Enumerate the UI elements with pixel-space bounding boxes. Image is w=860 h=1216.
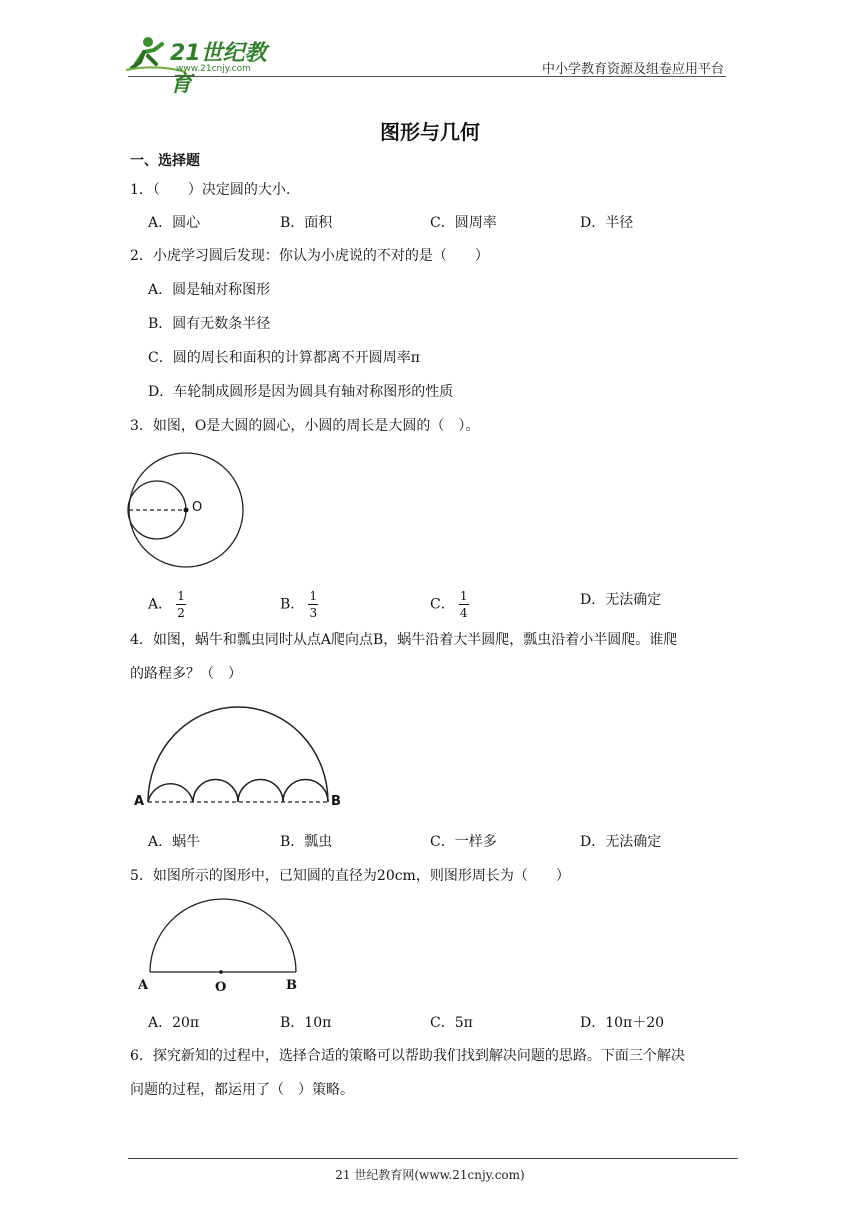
denominator: 2 <box>177 606 185 620</box>
q5-label-o: O <box>215 980 227 995</box>
page-title: 图形与几何 <box>380 120 480 144</box>
footer-divider <box>128 1158 738 1159</box>
q2-option-a: A．圆是轴对称图形 <box>148 282 271 298</box>
q3-option-c <box>430 590 469 619</box>
header-divider <box>128 76 726 77</box>
question-6-stem-line1: 6．探究新知的过程中，选择合适的策略可以帮助我们找到解决问题的思路。下面三个解决 <box>130 1048 685 1064</box>
numerator: 1 <box>177 589 185 603</box>
q4-option-b: B．瓢虫 <box>280 834 333 850</box>
q4-option-a: A．蜗牛 <box>148 834 201 850</box>
site-logo <box>126 34 286 97</box>
q3-option-c-label: C． <box>430 596 455 613</box>
q5-option-b: B．10π <box>280 1015 332 1031</box>
fraction <box>308 590 318 619</box>
footer-text: 21 世纪教育网(www.21cnjy.com) <box>335 1168 525 1182</box>
question-6-stem-line2: 问题的过程，都运用了（ ）策略。 <box>130 1082 354 1098</box>
q4-option-c: C．一样多 <box>430 834 497 850</box>
q4-label-a: A <box>134 794 145 809</box>
q3-figure-label-o: O <box>192 500 203 515</box>
logo-url: www.21cnjy.com <box>176 64 251 74</box>
question-5-stem: 5．如图所示的图形中，已知圆的直径为20cm，则图形周长为（ ） <box>130 868 570 884</box>
q1-option-a: A．圆心 <box>148 215 201 231</box>
question-2-stem: 2．小虎学习圆后发现：你认为小虎说的不对的是（ ） <box>130 248 489 264</box>
q5-option-d: D．10π＋20 <box>580 1015 665 1031</box>
q2-option-d: D．车轮制成圆形是因为圆具有轴对称图形的性质 <box>148 384 454 400</box>
fraction <box>459 590 469 619</box>
q2-option-b: B．圆有无数条半径 <box>148 316 271 332</box>
q5-option-c: C．5π <box>430 1015 473 1031</box>
q3-option-b <box>280 590 318 619</box>
q4-label-b: B <box>331 794 341 809</box>
q3-circles-figure <box>126 450 250 570</box>
question-4-stem-line1: 4．如图，蜗牛和瓢虫同时从点A爬向点B，蜗牛沿着大半圆爬，瓢虫沿着小半圆爬。谁爬 <box>130 632 678 648</box>
q3-option-a-label: A． <box>148 596 173 613</box>
fraction <box>176 590 186 619</box>
q5-option-a: A．20π <box>148 1015 200 1031</box>
q2-option-c: C．圆的周长和面积的计算都离不开圆周率π <box>148 350 420 366</box>
q1-option-c: C．圆周率 <box>430 215 497 231</box>
q3-option-d: D．无法确定 <box>580 592 662 608</box>
denominator: 3 <box>309 606 318 620</box>
question-1-stem: 1．（ ）决定圆的大小. <box>130 182 291 198</box>
q3-option-a <box>148 590 186 619</box>
q4-option-d: D．无法确定 <box>580 834 662 850</box>
q4-semicircles-figure <box>140 700 340 810</box>
numerator: 1 <box>309 589 318 603</box>
numerator: 1 <box>459 589 468 603</box>
question-4-stem-line2: 的路程多？（ ） <box>130 666 242 682</box>
q5-semicircle-figure <box>144 898 304 978</box>
q3-option-b-label: B． <box>280 596 305 613</box>
q5-label-a: A <box>138 978 149 993</box>
section-heading: 一、选择题 <box>130 153 200 169</box>
q1-option-d: D．半径 <box>580 215 634 231</box>
q1-option-b: B．面积 <box>280 215 333 231</box>
denominator: 4 <box>459 606 468 620</box>
q5-label-b: B <box>286 978 297 993</box>
logo-text: 21世纪教育 <box>170 41 267 97</box>
question-3-stem: 3．如图，O是大圆的圆心，小圆的周长是大圆的（ ）。 <box>130 418 480 434</box>
header-platform-text: 中小学教育资源及组卷应用平台 <box>541 62 724 77</box>
